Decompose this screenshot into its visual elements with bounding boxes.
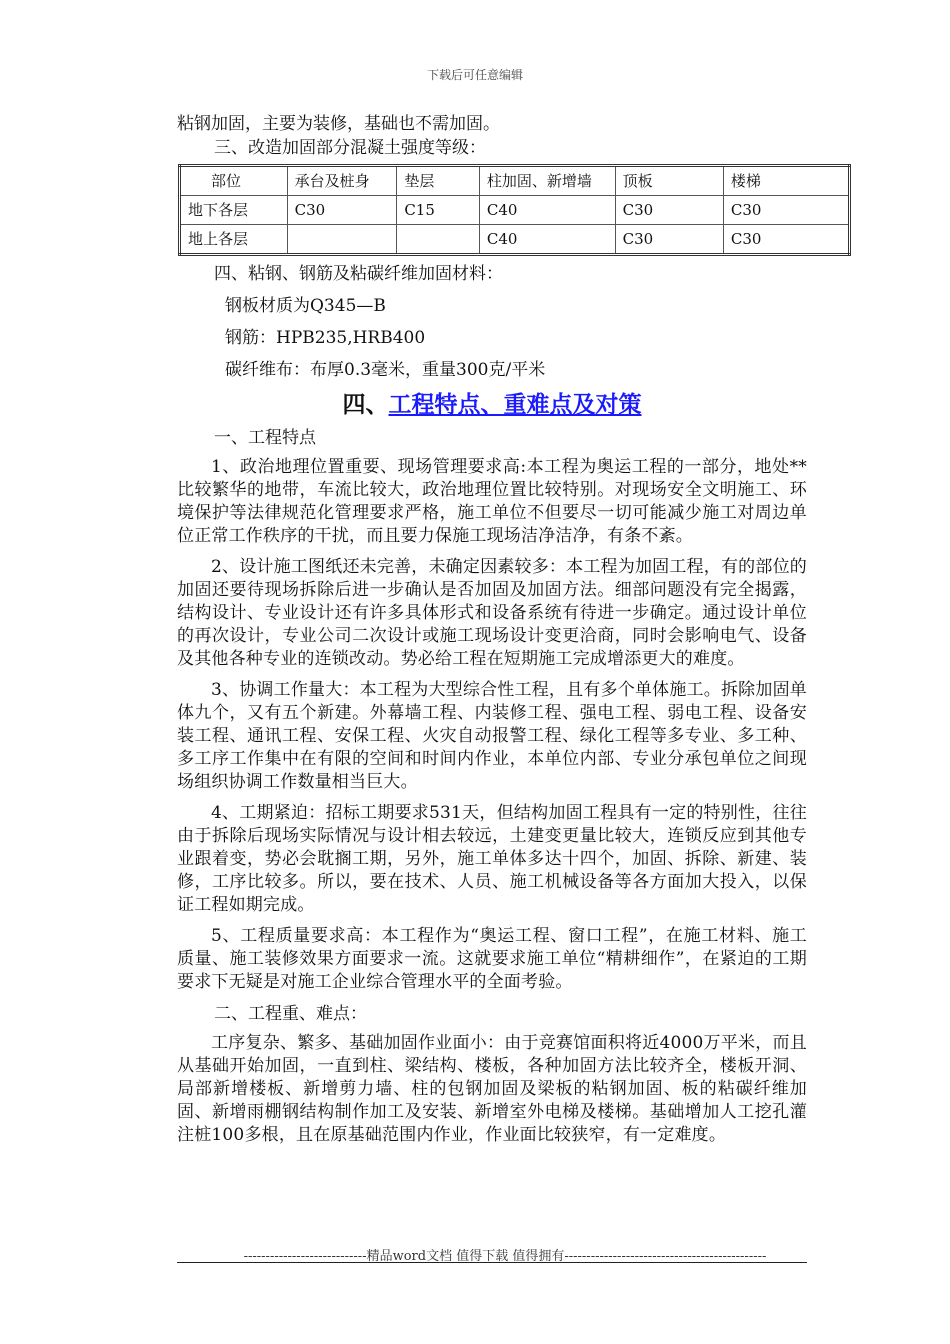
table-row	[180, 196, 850, 225]
intro-line-1: 粘钢加固，主要为装修，基础也不需加固。	[177, 114, 500, 134]
feature-paragraph-4: 4、工期紧迫：招标工期要求531天，但结构加固工程具有一定的特别性，往往由于拆除后现场实际情况与设计相去较远，土建变更量比较大，连锁反应到其他专业跟着变，势必会耽搁工期，另外，施工单体多达十四个，加固、拆除、新建、装修，工序比较多。所以，要在技术、人员、施工机械设备等各方面加大投入，以保证工程如期完成。	[177, 803, 807, 915]
materials-title: 四、粘钢、钢筋及粘碳纤维加固材料：	[214, 264, 503, 284]
table-cell: C30	[723, 225, 849, 255]
table-cell: C30	[615, 225, 723, 255]
header-cell: 柱加固、新增墙	[479, 166, 615, 196]
table-cell	[397, 225, 480, 255]
page-footer: ----------------------------精品word文档 值得下载 值得拥有----------------------------------------------	[243, 1249, 767, 1264]
table-cell: 地上各层	[180, 225, 288, 255]
materials-carbon-fiber: 碳纤维布：布厚0.3毫米，重量300克/平米	[225, 360, 546, 380]
table-cell: C30	[615, 196, 723, 225]
feature-paragraph-2: 2、设计施工图纸还未完善，未确定因素较多：本工程为加固工程，有的部位的加固还要待现场拆除后进一步确认是否加固及加固方法。细部问题没有完全揭露，结构设计、专业设计还有许多具体形式和设备系统有待进一步确定。通过设计单位的再次设计，专业公司二次设计或施工现场设计变更洽商，同时会影响电气、设备及其他各种专业的连锁改动。势必给工程在短期施工完成增添更大的难度。	[177, 557, 807, 669]
table-cell: C40	[479, 225, 615, 255]
concrete-strength-table	[178, 164, 851, 256]
features-title: 一、工程特点	[214, 428, 316, 448]
materials-rebar: 钢筋：HPB235,HRB400	[225, 328, 426, 348]
header-cell: 承台及桩身	[287, 166, 397, 196]
section-title-link[interactable]: 工程特点、重难点及对策	[388, 392, 642, 418]
difficulties-title: 二、工程重、难点：	[214, 1004, 367, 1024]
feature-paragraph-3: 3、协调工作量大：本工程为大型综合性工程，且有多个单体施工。拆除加固单体九个，又有五个新建。外幕墙工程、内装修工程、强电工程、弱电工程、设备安装工程、通讯工程、安保工程、火灾自动报警工程、绿化工程等多专业、多工种、多工序工作集中在有限的空间和时间内作业，本单位内部、专业分承包单位之间现场组织协调工作数量相当巨大。	[177, 680, 807, 792]
table-cell	[287, 225, 397, 255]
table-cell: C30	[723, 196, 849, 225]
header-cell: 部位	[180, 166, 288, 196]
document-body	[177, 112, 807, 1155]
materials-steel-plate: 钢板材质为Q345—B	[225, 296, 386, 316]
header-cell: 垫层	[397, 166, 480, 196]
table-row	[180, 225, 850, 255]
footer-divider	[177, 1262, 807, 1263]
feature-paragraph-5: 5、工程质量要求高：本工程作为“奥运工程、窗口工程”，在施工材料、施工质量、施工装修效果方面要求一流。这就要求施工单位“精耕细作”，在紧迫的工期要求下无疑是对施工企业综合管理水平的全面考验。	[177, 926, 807, 992]
section-number: 四、	[342, 392, 389, 418]
table-cell: C40	[479, 196, 615, 225]
section-heading	[177, 390, 807, 420]
table-header-row	[180, 166, 850, 196]
page-header: 下载后可任意编辑	[426, 68, 523, 82]
header-cell: 顶板	[615, 166, 723, 196]
feature-paragraph-1: 1、政治地理位置重要、现场管理要求高:本工程为奥运工程的一部分，地处**比较繁华的地带，车流比较大，政治地理位置比较特别。对现场安全文明施工、环境保护等法律规范化管理要求严格，施工单位不但要尽一切可能减少施工对周边单位正常工作秩序的干扰，而且要力保施工现场洁净洁净，有条不紊。	[177, 457, 807, 546]
difficulties-paragraph: 工序复杂、繁多、基础加固作业面小：由于竞赛馆面积将近4000万平米，而且从基础开始加固，一直到柱、梁结构、楼板，各种加固方法比较齐全，楼板开洞、局部新增楼板、新增剪力墙、柱的包钢加固及梁板的粘钢加固、板的粘碳纤维加固、新增雨棚钢结构制作加工及安装、新增室外电梯及楼梯。基础增加人工挖孔灌注桩100多根，且在原基础范围内作业，作业面比较狭窄，有一定难度。	[177, 1033, 807, 1145]
concrete-grade-title: 三、改造加固部分混凝土强度等级：	[214, 138, 486, 158]
table-cell: C30	[287, 196, 397, 225]
table-cell: 地下各层	[180, 196, 288, 225]
header-cell: 楼梯	[723, 166, 849, 196]
table-cell: C15	[397, 196, 480, 225]
